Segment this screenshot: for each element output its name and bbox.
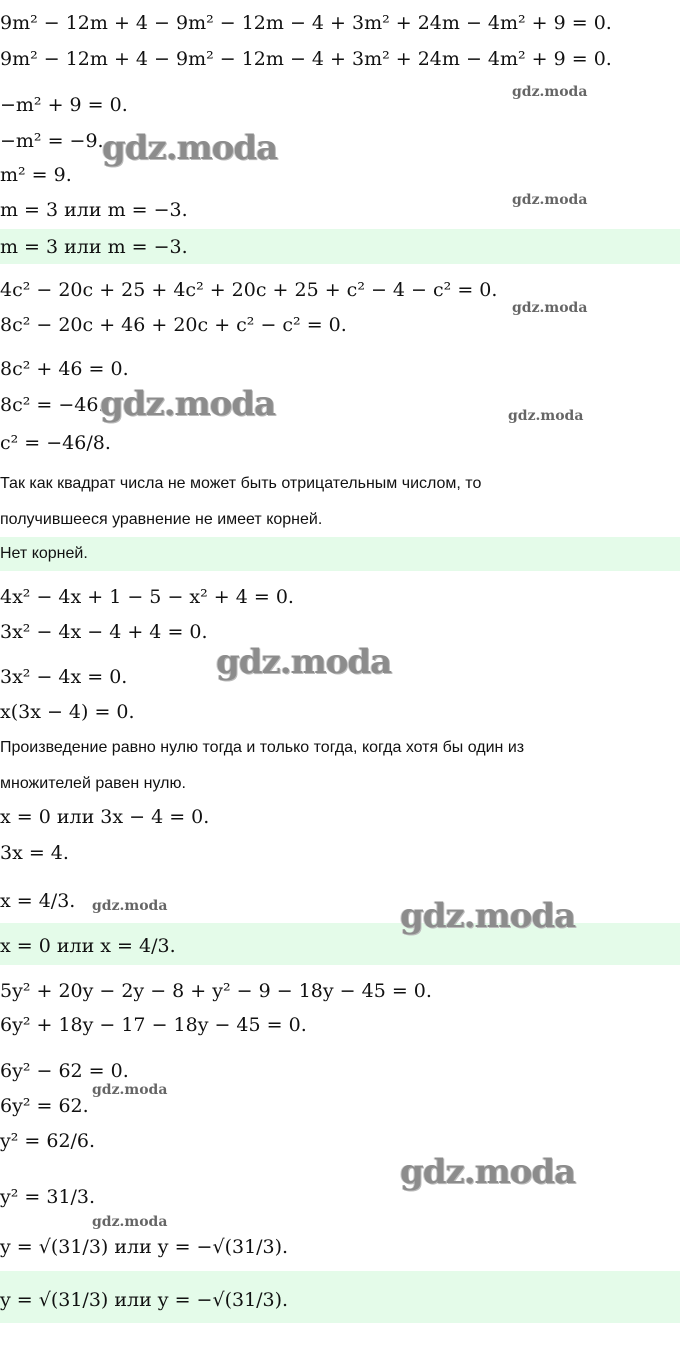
watermark-large: gdz.moda <box>100 384 276 424</box>
equation-line: 5y² + 20y − 2y − 8 + y² − 9 − 18y − 45 = 0. <box>0 980 432 1002</box>
equation-line: 6y² + 18y − 17 − 18y − 45 = 0. <box>0 1014 307 1036</box>
equation-line: 8c² = −46. <box>0 394 105 416</box>
watermark-small: gdz.moda <box>92 1214 168 1230</box>
equation-line: 9m² − 12m + 4 − 9m² − 12m − 4 + 3m² + 24m − 4m² + 9 = 0. <box>0 12 612 34</box>
equation-line: x = 4/3. <box>0 890 76 912</box>
equation-line: 6y² − 62 = 0. <box>0 1060 129 1082</box>
equation-line: −m² = −9. <box>0 130 104 152</box>
equation-line: 3x = 4. <box>0 842 69 864</box>
equation-line: 4c² − 20c + 25 + 4c² + 20c + 25 + c² − 4 − c² = 0. <box>0 279 498 301</box>
watermark-large: gdz.moda <box>400 896 576 936</box>
explanation-text: Произведение равно нулю тогда и только тогда, когда хотя бы один из <box>0 739 525 756</box>
answer-line: Нет корней. <box>0 537 680 571</box>
watermark-large: gdz.moda <box>216 642 392 682</box>
equation-line: x = 0 или 3x − 4 = 0. <box>0 806 210 828</box>
watermark-small: gdz.moda <box>512 84 588 100</box>
watermark-large: gdz.moda <box>102 128 278 168</box>
equation-line: m = 3 или m = −3. <box>0 199 188 221</box>
watermark-small: gdz.moda <box>92 1082 168 1098</box>
equation-line: 6y² = 62. <box>0 1095 89 1117</box>
answer-line: y = √(31/3) или y = −√(31/3). <box>0 1271 680 1323</box>
equation-line: −m² + 9 = 0. <box>0 94 128 116</box>
answer-line: m = 3 или m = −3. <box>0 229 680 264</box>
equation-line: 3x² − 4x = 0. <box>0 666 128 688</box>
equation-line: y = √(31/3) или y = −√(31/3). <box>0 1236 289 1258</box>
answer-line: x = 0 или x = 4/3. <box>0 923 680 965</box>
equation-line: 4x² − 4x + 1 − 5 − x² + 4 = 0. <box>0 586 294 608</box>
explanation-text: множителей равен нулю. <box>0 775 186 792</box>
watermark-small: gdz.moda <box>508 408 584 424</box>
watermark-large: gdz.moda <box>400 1152 576 1192</box>
equation-line: y² = 62/6. <box>0 1130 96 1152</box>
equation-line: 8c² + 46 = 0. <box>0 358 129 380</box>
watermark-small: gdz.moda <box>512 300 588 316</box>
watermark-small: gdz.moda <box>512 192 588 208</box>
explanation-text: Так как квадрат числа не может быть отрицательным числом, то <box>0 475 482 492</box>
equation-line: m² = 9. <box>0 164 72 186</box>
equation-line: y² = 31/3. <box>0 1186 96 1208</box>
equation-line: 3x² − 4x − 4 + 4 = 0. <box>0 621 208 643</box>
equation-line: 9m² − 12m + 4 − 9m² − 12m − 4 + 3m² + 24m − 4m² + 9 = 0. <box>0 48 612 70</box>
watermark-small: gdz.moda <box>92 898 168 914</box>
equation-line: x(3x − 4) = 0. <box>0 701 135 723</box>
equation-line: 8c² − 20c + 46 + 20c + c² − c² = 0. <box>0 314 347 336</box>
explanation-text: получившееся уравнение не имеет корней. <box>0 511 323 528</box>
equation-line: c² = −46/8. <box>0 432 111 454</box>
